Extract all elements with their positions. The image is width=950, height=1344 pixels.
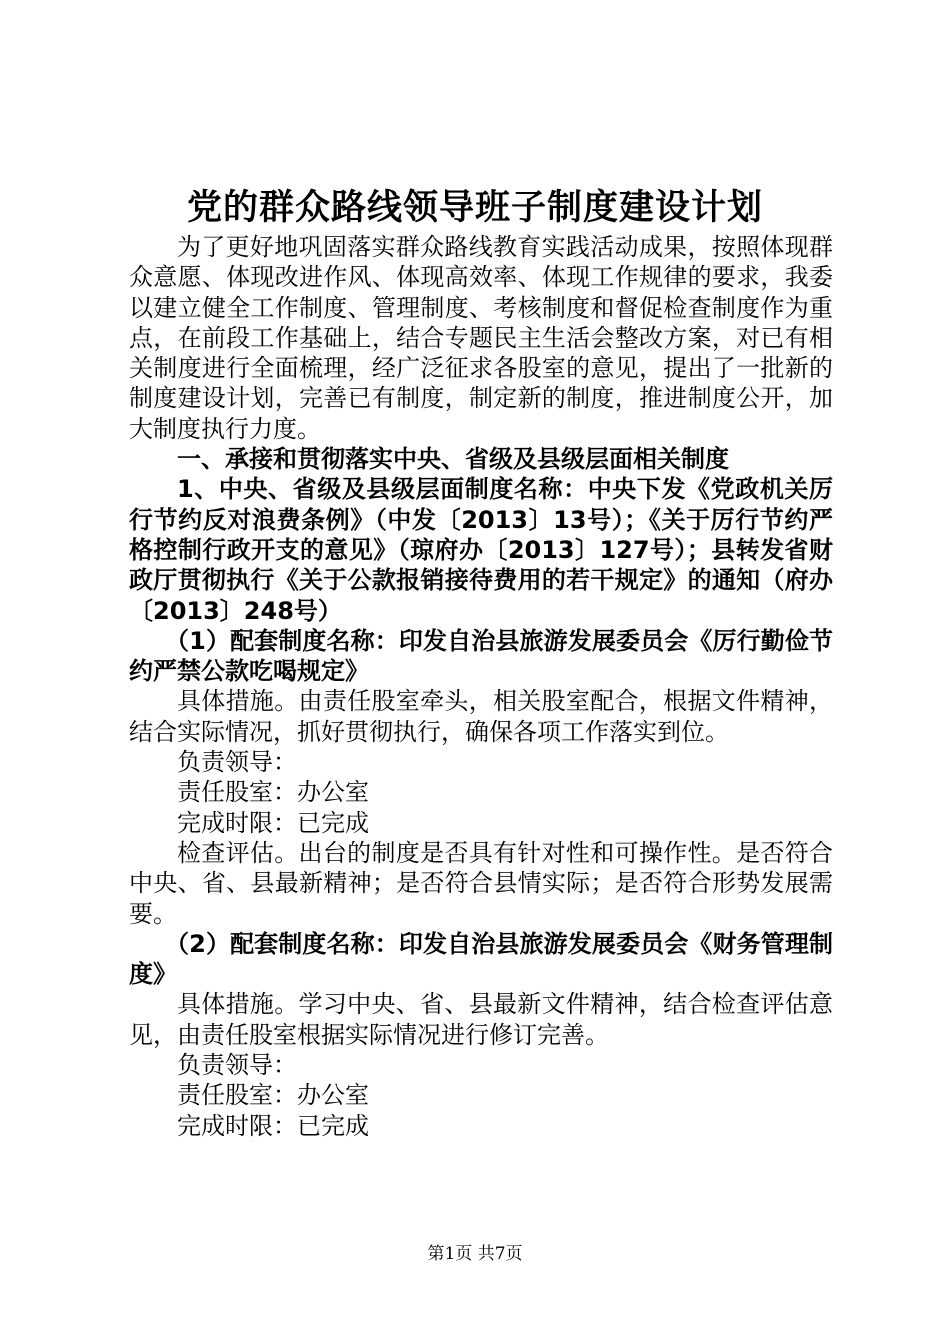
sub-item-1-measures: 具体措施。由责任股室牵头，相关股室配合，根据文件精神，结合实际情况，抓好贯彻执行，确保各项工作落实到位。 bbox=[129, 687, 833, 746]
sub-item-2-leader: 负责领导： bbox=[177, 1051, 297, 1080]
sub-item-2-measures: 具体措施。学习中央、省、县最新文件精神，结合检查评估意见，由责任股室根据实际情况进行修订完善。 bbox=[129, 990, 833, 1049]
sub-item-1-name: （1）配套制度名称：印发自治县旅游发展委员会《厉行勤俭节约严禁公款吃喝规定》 bbox=[129, 626, 833, 686]
sub-item-1-deadline: 完成时限：已完成 bbox=[177, 808, 369, 837]
page-footer: 第1页 共7页 bbox=[427, 1244, 523, 1264]
sub-item-2-deadline: 完成时限：已完成 bbox=[177, 1111, 369, 1140]
sub-item-2-name: （2）配套制度名称：印发自治县旅游发展委员会《财务管理制度》 bbox=[129, 929, 833, 989]
document-title: 党的群众路线领导班子制度建设计划 bbox=[186, 187, 763, 228]
sub-item-2-office: 责任股室：办公室 bbox=[177, 1081, 369, 1110]
sub-item-1-evaluation: 检查评估。出台的制度是否具有针对性和可操作性。是否符合中央、省、县最新精神；是否符合县情实际；是否符合形势发展需要。 bbox=[129, 838, 833, 928]
document-body bbox=[129, 232, 833, 1141]
sub-item-1-leader: 负责领导： bbox=[177, 748, 297, 777]
intro-paragraph: 为了更好地巩固落实群众路线教育实践活动成果，按照体现群众意愿、体现改进作风、体现高效率、体现工作规律的要求，我委以建立健全工作制度、管理制度、考核制度和督促检查制度作为重点，在前段工作基础上，结合专题民主生活会整改方案，对已有相关制度进行全面梳理，经广泛征求各股室的意见，提出了一批新的制度建设计划，完善已有制度，制定新的制度，推进制度公开，加大制度执行力度。 bbox=[129, 233, 833, 443]
section-heading: 一、承接和贯彻落实中央、省级及县级层面相关制度 bbox=[177, 445, 729, 474]
item-1-paragraph: 1、中央、省级及县级层面制度名称：中央下发《党政机关厉行节约反对浪费条例》（中发〔2013〕13号）；《关于厉行节约严格控制行政开支的意见》（琼府办〔2013〕127号）；县转发省财政厅贯彻执行《关于公款报销接待费用的若干规定》的通知（府办〔2013〕248号） bbox=[129, 475, 833, 625]
sub-item-1-office: 责任股室：办公室 bbox=[177, 778, 369, 807]
